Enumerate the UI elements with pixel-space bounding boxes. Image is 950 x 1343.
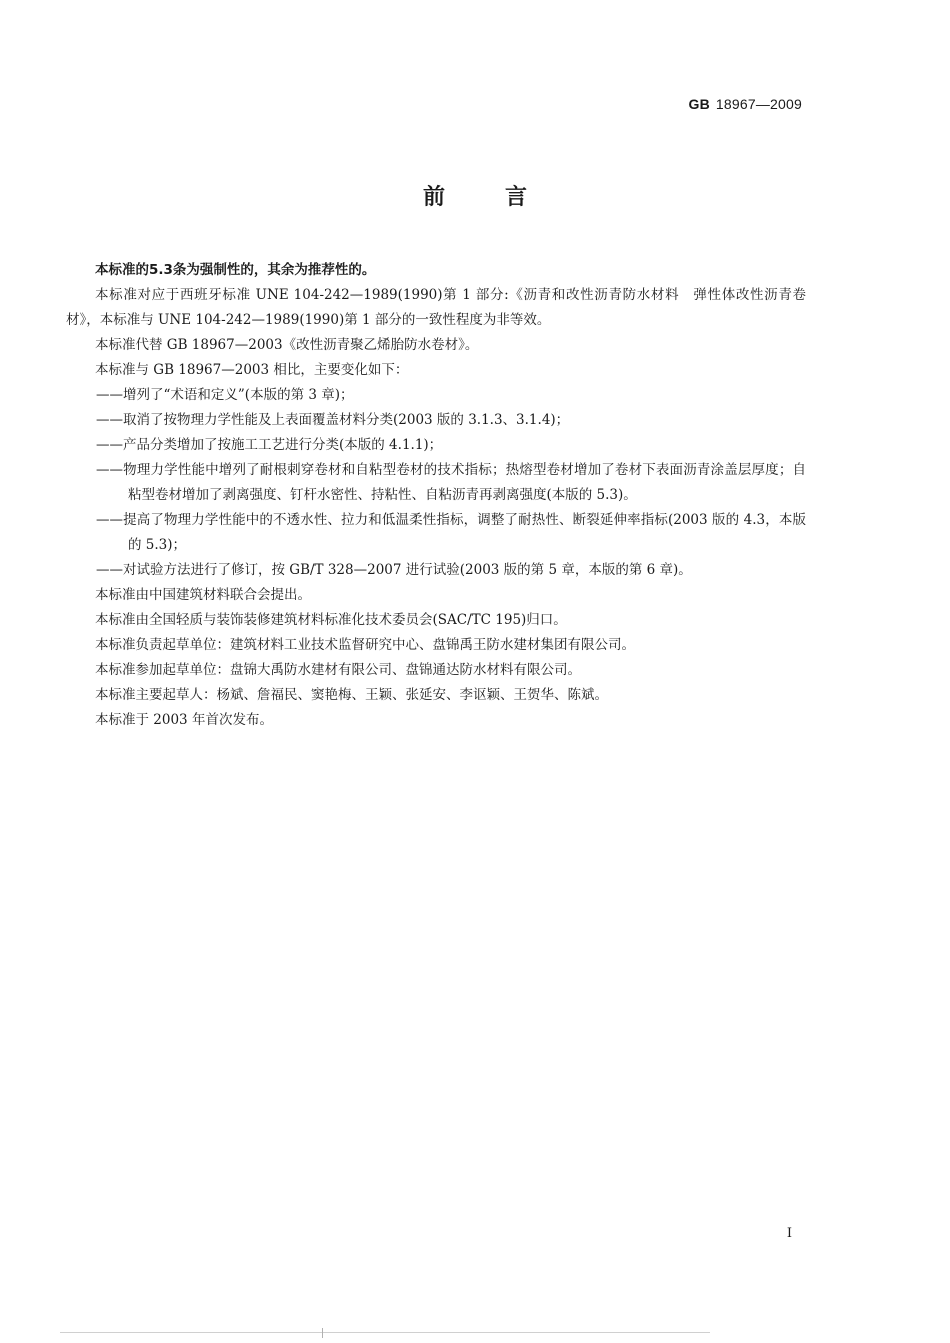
bottom-divider: [60, 1332, 710, 1333]
drafting-unit-paragraph: 本标准负责起草单位：建筑材料工业技术监督研究中心、盘锦禹王防水建材集团有限公司。: [95, 637, 635, 653]
drafters-paragraph: 本标准主要起草人：杨斌、詹福民、窦艳梅、王颖、张延安、李讴颖、王贺华、陈斌。: [95, 687, 608, 703]
change-item: ——对试验方法进行了修订，按 GB/T 328—2007 进行试验(2003 版的第 5 章，本版的第 6 章)。: [96, 562, 692, 578]
mandatory-clause-paragraph: 本标准的5.3条为强制性的，其余为推荐性的。: [95, 262, 376, 278]
change-item: ——增列了“术语和定义”(本版的第 3 章)；: [96, 387, 354, 403]
first-release-paragraph: 本标准于 2003 年首次发布。: [95, 712, 273, 728]
change-item: ——取消了按物理力学性能及上表面覆盖材料分类(2003 版的 3.1.3、3.1.4)；: [96, 412, 570, 428]
bottom-tick-mark: [322, 1328, 323, 1338]
committee-paragraph: 本标准由全国轻质与装饰装修建筑材料标准化技术委员会(SAC/TC 195)归口。: [95, 612, 567, 628]
participating-unit-paragraph: 本标准参加起草单位：盘锦大禹防水建材有限公司、盘锦通达防水材料有限公司。: [95, 662, 581, 678]
change-item: ——产品分类增加了按施工工艺进行分类(本版的 4.1.1)；: [96, 437, 443, 453]
correspondence-paragraph: 本标准对应于西班牙标准 UNE 104-242—1989(1990)第 1 部分:《沥青和改性沥青防水材料 弹性体改性沥青卷材》，本标准与 UNE 104-242—1989(1990)第 1 部分的一致性程度为非等效。: [66, 287, 806, 328]
standard-code-prefix: GB: [688, 96, 710, 112]
standard-code-number: 18967—2009: [715, 96, 802, 112]
page-number: I: [786, 1226, 792, 1241]
replacement-paragraph: 本标准代替 GB 18967—2003《改性沥青聚乙烯胎防水卷材》。: [95, 337, 479, 353]
change-item: ——提高了物理力学性能中的不透水性、拉力和低温柔性指标，调整了耐热性、断裂延伸率指标(2003 版的 4.3，本版的 5.3)；: [96, 512, 806, 553]
changes-intro-paragraph: 本标准与 GB 18967—2003 相比，主要变化如下：: [95, 362, 409, 378]
standard-code: [689, 96, 802, 112]
foreword-body: [66, 258, 806, 733]
proposer-paragraph: 本标准由中国建筑材料联合会提出。: [95, 587, 311, 603]
change-item: ——物理力学性能中增列了耐根刺穿卷材和自粘型卷材的技术指标；热熔型卷材增加了卷材下表面沥青涂盖层厚度；自粘型卷材增加了剥离强度、钉杆水密性、持粘性、自粘沥青再剥离强度(本版的 5.3)。: [96, 462, 806, 503]
page-title: 前言: [422, 185, 587, 210]
